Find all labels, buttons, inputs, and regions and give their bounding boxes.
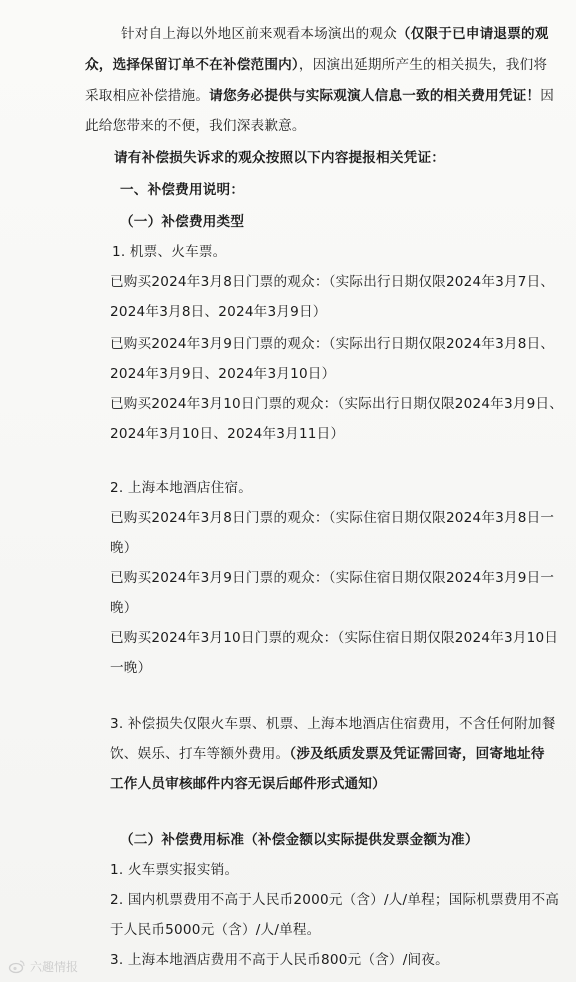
intro-line-3 <box>85 86 554 106</box>
intro-text: 因 <box>540 88 555 104</box>
item-3-line: 3. 补偿损失仅限火车票、机票、上海本地酒店住宿费用，不含任何附加餐 <box>110 716 556 732</box>
intro-line-1 <box>121 24 549 44</box>
intro-emphasis: 众，选择保留订单不在补偿范围内） <box>85 57 299 73</box>
item-3-emphasis: （涉及纸质发票及凭证需回寄，回寄地址待 <box>289 746 545 762</box>
item-2-line: 一晚） <box>110 660 152 676</box>
item-1-line: 2024年3月10日、2024年3月11日） <box>110 426 345 442</box>
item-2-line: 已购买2024年3月9日门票的观众：（实际住宿日期仅限2024年3月9日一 <box>110 570 555 586</box>
item-3-line <box>110 744 545 764</box>
item-2-line: 晚） <box>110 600 138 616</box>
standard-line: 2. 国内机票费用不高于人民币2000元（含）/人/单程；国际机票费用不高 <box>110 892 560 908</box>
item-1-line: 已购买2024年3月10日门票的观众：（实际出行日期仅限2024年3月9日、 <box>110 396 564 412</box>
item-3-line: 工作人员审核邮件内容无误后邮件形式通知） <box>110 776 386 792</box>
weibo-logo-icon <box>8 958 26 974</box>
subsection-1-title: （一）补偿费用类型 <box>120 214 245 230</box>
watermark-text: 六趣情报 <box>30 960 79 974</box>
section-1-title: 一、补偿费用说明： <box>120 182 245 198</box>
item-1-line: 2024年3月8日、2024年3月9日） <box>110 304 327 320</box>
item-3-text: 饮、娱乐、打车等额外费用。 <box>110 746 290 762</box>
intro-line-2 <box>85 55 547 75</box>
intro-line-4: 此给您带来的不便，我们深表歉意。 <box>85 118 306 134</box>
item-2-title: 2. 上海本地酒店住宿。 <box>110 480 253 496</box>
item-2-line: 已购买2024年3月10日门票的观众：（实际住宿日期仅限2024年3月10日 <box>110 630 559 646</box>
item-1-title: 1. 机票、火车票。 <box>112 244 227 260</box>
standard-line: 于人民币5000元（含）/人/单程。 <box>110 922 321 938</box>
item-2-line: 晚） <box>110 540 138 556</box>
intro-text: 针对自上海以外地区前来观看本场演出的观众 <box>121 26 397 42</box>
item-1-line: 已购买2024年3月8日门票的观众：（实际出行日期仅限2024年3月7日、 <box>110 274 555 290</box>
intro-text: 采取相应补偿措施。 <box>85 88 210 104</box>
item-1-line: 2024年3月9日、2024年3月10日） <box>110 366 336 382</box>
intro-emphasis: 请您务必提供与实际观演人信息一致的相关费用凭证！ <box>209 88 541 104</box>
subsection-2-title: （二）补偿费用标准（补偿金额以实际提供发票金额为准） <box>120 832 479 848</box>
item-2-line: 已购买2024年3月8日门票的观众：（实际住宿日期仅限2024年3月8日一 <box>110 510 555 526</box>
standard-line: 3. 上海本地酒店费用不高于人民币800元（含）/间夜。 <box>110 952 449 968</box>
standard-line: 1. 火车票实报实销。 <box>110 862 239 878</box>
request-line: 请有补偿损失诉求的观众按照以下内容提报相关凭证： <box>114 150 446 166</box>
intro-emphasis: （仅限于已申请退票的观 <box>396 26 549 42</box>
item-1-line: 已购买2024年3月9日门票的观众：（实际出行日期仅限2024年3月8日、 <box>110 336 555 352</box>
intro-text: ，因演出延期所产生的相关损失，我们将 <box>298 57 548 73</box>
